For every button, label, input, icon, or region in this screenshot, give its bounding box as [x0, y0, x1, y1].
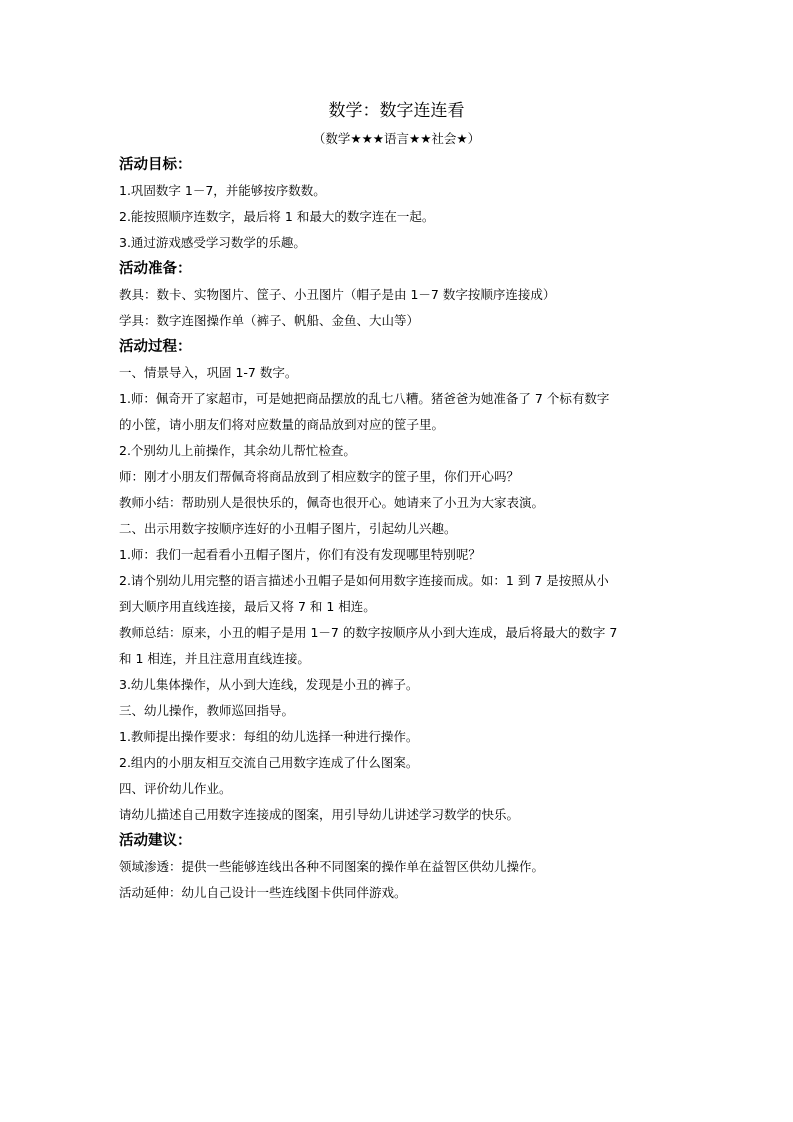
paragraph-line: 2.个别幼儿上前操作，其余幼儿帮忙检查。 — [119, 443, 356, 458]
paragraph-line: 2.组内的小朋友相互交流自己用数字连成了什么图案。 — [119, 755, 419, 770]
paragraph-line: 一、情景导入，巩固 1-7 数字。 — [119, 365, 298, 380]
document-title: 数学：数字连连看 — [328, 101, 465, 121]
paragraph-line: 1.巩固数字 1－7，并能够按序数数。 — [119, 183, 326, 198]
paragraph-line: 活动延伸：幼儿自己设计一些连线图卡供同伴游戏。 — [119, 885, 407, 900]
paragraph-line: 教具：数卡、实物图片、筐子、小丑图片（帽子是由 1－7 数字按顺序连接成） — [119, 287, 556, 302]
document-body — [119, 152, 679, 906]
paragraph-line: 四、评价幼儿作业。 — [119, 781, 232, 796]
paragraph-line: 1.师：我们一起看看小丑帽子图片，你们有没有发现哪里特别呢？ — [119, 547, 481, 562]
paragraph-line: 教师小结：帮助别人是很快乐的，佩奇也很开心。她请来了小丑为大家表演。 — [119, 495, 545, 510]
section-heading: 活动准备： — [119, 261, 192, 277]
section-heading: 活动目标： — [119, 157, 192, 173]
paragraph-line: 请幼儿描述自己用数字连接成的图案，用引导幼儿讲述学习数学的快乐。 — [119, 807, 520, 822]
document-subtitle: （数学★★★语言★★社会★） — [312, 131, 481, 146]
paragraph-line: 的小筐，请小朋友们将对应数量的商品放到对应的筐子里。 — [119, 417, 445, 432]
paragraph-line: 2.请个别幼儿用完整的语言描述小丑帽子是如何用数字连接而成。如：1 到 7 是按照从小 — [119, 573, 609, 588]
section-heading: 活动过程： — [119, 339, 192, 355]
paragraph-line: 3.幼儿集体操作，从小到大连线，发现是小丑的裤子。 — [119, 677, 419, 692]
paragraph-line: 和 1 相连，并且注意用直线连接。 — [119, 651, 310, 666]
paragraph-line: 学具：数字连图操作单（裤子、帆船、金鱼、大山等） — [119, 313, 420, 328]
paragraph-line: 1.师：佩奇开了家超市，可是她把商品摆放的乱七八糟。猪爸爸为她准备了 7 个标有数字 — [119, 391, 610, 406]
paragraph-line: 二、出示用数字按顺序连好的小丑帽子图片，引起幼儿兴趣。 — [119, 521, 457, 536]
paragraph-line: 领域渗透：提供一些能够连线出各种不同图案的操作单在益智区供幼儿操作。 — [119, 859, 545, 874]
paragraph-line: 教师总结：原来，小丑的帽子是用 1－7 的数字按顺序从小到大连成，最后将最大的数字 7 — [119, 625, 618, 640]
paragraph-line: 三、幼儿操作，教师巡回指导。 — [119, 703, 295, 718]
paragraph-line: 3.通过游戏感受学习数学的乐趣。 — [119, 235, 306, 250]
paragraph-line: 2.能按照顺序连数字，最后将 1 和最大的数字连在一起。 — [119, 209, 435, 224]
section-heading: 活动建议： — [119, 833, 192, 849]
paragraph-line: 师：刚才小朋友们帮佩奇将商品放到了相应数字的筐子里，你们开心吗？ — [119, 469, 520, 484]
paragraph-line: 1.教师提出操作要求：每组的幼儿选择一种进行操作。 — [119, 729, 419, 744]
paragraph-line: 到大顺序用直线连接，最后又将 7 和 1 相连。 — [119, 599, 376, 614]
